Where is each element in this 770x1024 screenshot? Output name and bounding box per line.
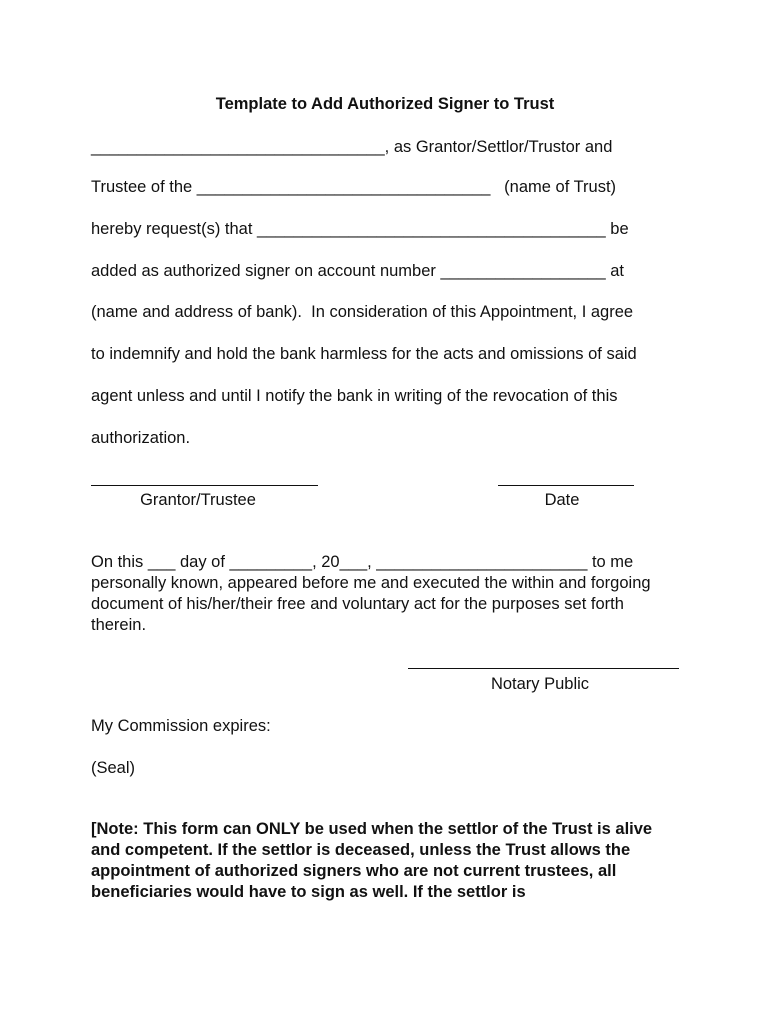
notary-public-label: Notary Public	[490, 675, 590, 693]
body-line-4: added as authorized signer on account number __________________ at	[91, 262, 625, 280]
body-line-2: Trustee of the ________________________________ (name of Trust)	[91, 178, 617, 196]
grantor-trustee-label: Grantor/Trustee	[140, 491, 256, 509]
commission-expires: My Commission expires:	[91, 717, 271, 735]
seal-label: (Seal)	[91, 759, 136, 777]
notary-paragraph: On this ___ day of _________, 20___, _______________________ to me personally known, appeared before me and executed the within and forgoing document of his/her/their free and voluntary act for the purposes set forth therein.	[91, 553, 651, 634]
body-line-7: agent unless and until I notify the bank in writing of the revocation of this	[91, 387, 618, 405]
notary-signature-line	[408, 668, 679, 669]
grantor-signature-line	[91, 485, 318, 486]
body-line-6: to indemnify and hold the bank harmless for the acts and omissions of said	[91, 345, 637, 363]
body-line-8: authorization.	[91, 429, 191, 447]
body-line-1: ________________________________, as Grantor/Settlor/Trustor and	[91, 138, 613, 156]
body-line-3: hereby request(s) that ______________________________________ be	[91, 220, 629, 238]
document-title: Template to Add Authorized Signer to Trust	[215, 95, 555, 113]
date-signature-line	[498, 485, 634, 486]
note-paragraph: [Note: This form can ONLY be used when the settlor of the Trust is alive and competent. If the settlor is deceased, unless the Trust allows the appointment of authorized signers who are not current trustees, all beneficiaries would have to sign as well. If the settlor is	[91, 820, 653, 901]
body-line-5: (name and address of bank). In consideration of this Appointment, I agree	[91, 303, 634, 321]
date-label: Date	[544, 491, 580, 509]
